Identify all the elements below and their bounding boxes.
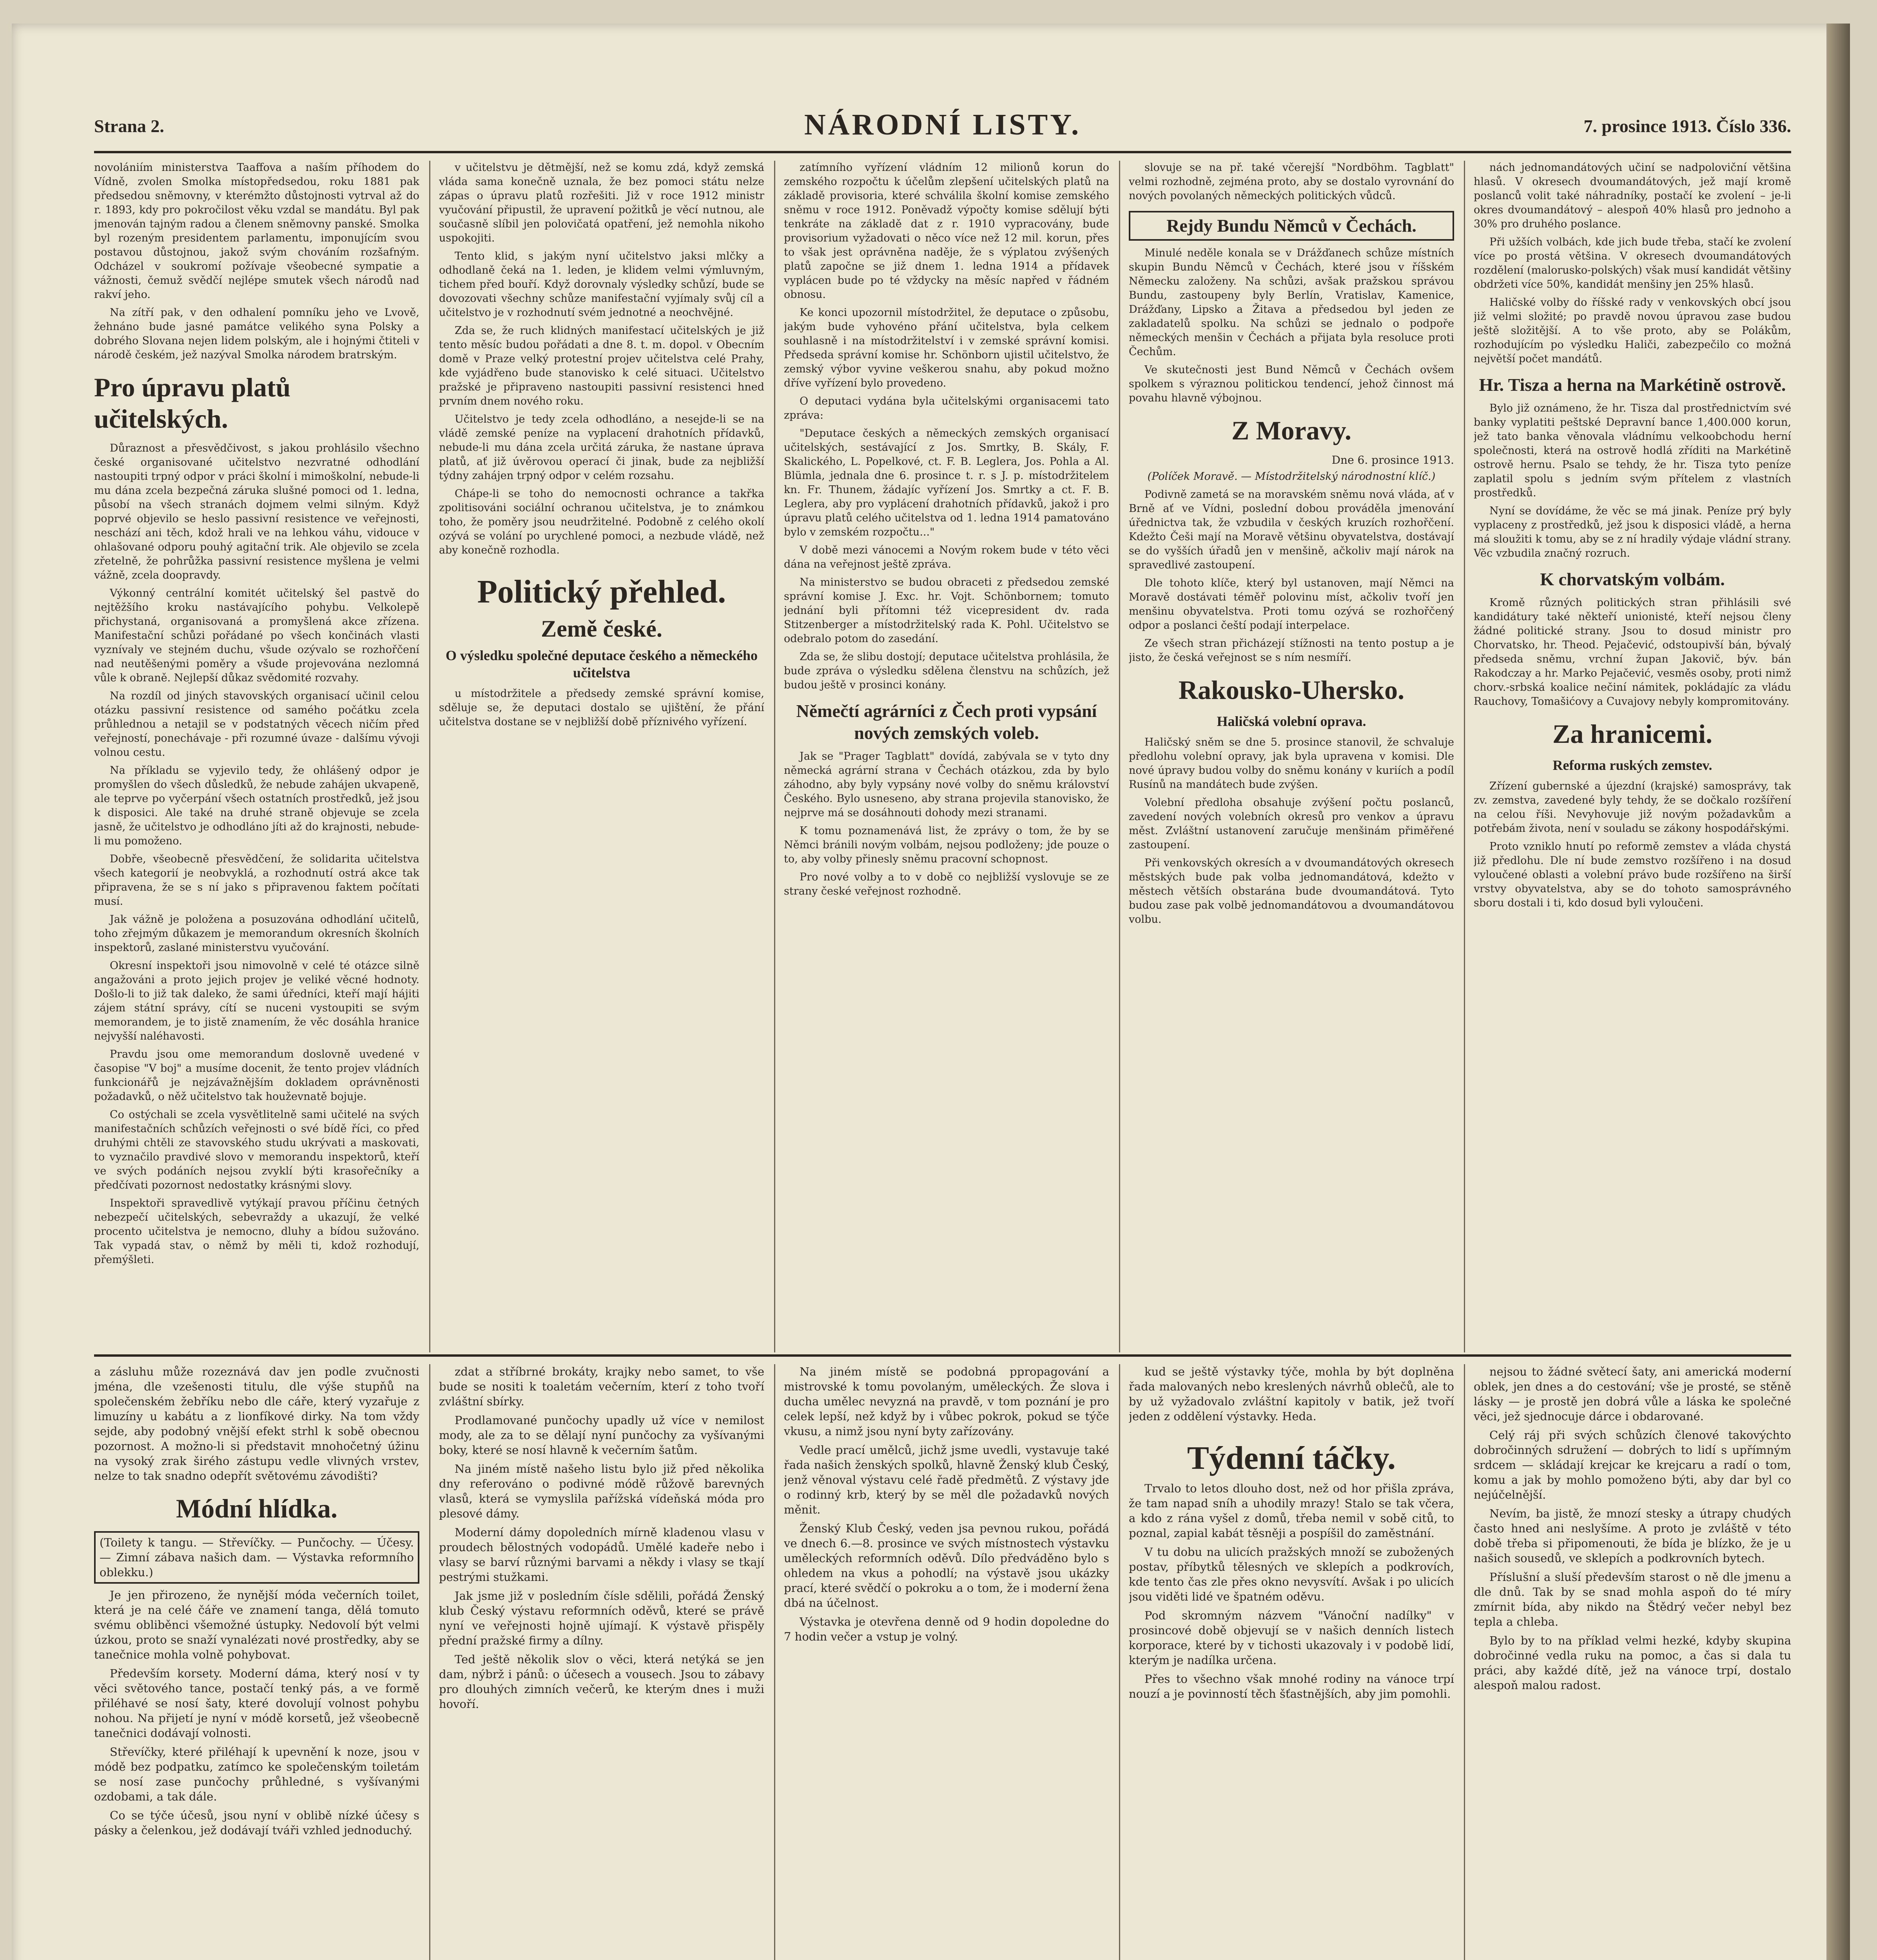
article-paragraph: Vedle prací umělců, jichž jsme uvedli, vystavuje také řada našich ženských spolků, hlavně Ženský klub Český, jenž věnoval výstavu celé řadě předmětů. Z výstavy jde o rodinný krb, který by se měl dle požadavků nových měnit. [784, 1443, 1109, 1516]
article-paragraph: Na ministerstvo se budou obraceti z předsedou zemské správní komise J. Exc. hr. Vojt. Schönbornem; tomuto jednání byli přítomni též vicepresident dv. rada Stitzenberger a místodržitelský rada K. Pohl. Učitelstvo se odebralo potom do zasedání. [784, 576, 1109, 645]
article-text: novolániím ministerstva Taaffova a naším příhodem do Vídně, zvolen Smolka místopředsedou, roku 1881 pak předsedou sněmovny, v kterémžto důstojnosti vytrval až do r. 1893, kdy pro pokročilost věku vzdal se mandátu. Byl pak jmenován tajným radou a členem sněmovny panské. Smolka byl rozeným presidentem parlamentu, imponujícím svou postavou důstojnou, jakož svým chováním rozšafným. Odcházel v soukromí požívaje všeobecné sympatie a vážnosti, čemuž svědčí nejlépe smutek všech národů nad rakví jeho. [94, 162, 419, 301]
column-rule [1464, 161, 1465, 1352]
bottom-column-5 [1474, 1364, 1791, 1960]
article-paragraph: slovuje se na př. také včerejší "Nordböhm. Tagblatt" velmi rozhodně, zejména proto, aby se dostalo vyrovnání do nových povolaných německých politických vůdců. [1129, 162, 1454, 202]
article-paragraph: zatímního vyřízení vládním 12 milionů korun do zemského rozpočtu k účelům zlepšení učitelských platů na základě provisoria, které schválila školní komise zemského sněmu v roce 1912. Poněvadž výpočty komise sdělují býti tenkráte na základě dat z r. 1910 vypracovány, bude provisorium vyžadovati o něco více než 12 mil. korun, přes to však jest oprávněna naděje, že s výplatou zvýšených platů započne se již dnem 1. ledna 1914 a přídavek vyplácen bude po té vždycky na měsíc napřed v řádném obnosu. [784, 162, 1109, 301]
article-paragraph: zdat a stříbrné brokáty, krajky nebo samet, to vše bude se nositi k toaletám večerním, kterí z toho tvoří zvláštní sbírky. [439, 1365, 764, 1408]
article-paragraph: Na jiném místě se podobná ppropagování a mistrovské k tomu povolaným, uměleckých. Že slova i ducha umělec nevyzná na pravdě, v tom poznání je pro celek lepší, než když by i vůbec pokrok, pokud se týče vkusu, a nimž jsou nyní byty zařízovány. [784, 1365, 1109, 1438]
article-paragraph: Co se týče účesů, jsou nyní v oblibě nízké účesy s pásky a čelenkou, jež dodávají tváři vzhled jednoduchý. [94, 1809, 419, 1837]
article-heading: Hr. Tisza a herna na Markétině ostrově. [1479, 375, 1786, 395]
article-subnote: (Toilety k tangu. — Střevíčky. — Punčochy. — Účesy. — Zimní zábava našich dam. — Výstavka reformního oblekku.) [94, 1531, 419, 1584]
article-body [1129, 161, 1454, 203]
article-paragraph: Volební předloha obsahuje zvýšení počtu poslanců, zavedení nových volebních okresů pro venkov a úpravu měst. Zvláštní ustanovení zaručuje menšinám přiměřené zastoupení. [1129, 797, 1454, 851]
article-paragraph: Dobře, všeobecně přesvědčení, že solidarita učitelstva všech kategorií je neobvyklá, a rozhodnutí ostrá akce tak připravena, že se s ní jako s připravenou faktem počítati musí. [94, 853, 419, 907]
article-body [1129, 246, 1454, 405]
article-paragraph: Haličské volby do říšské rady v venkovských obcí jsou již velmi složité; po pravdě novou úpravou zase budou ještě složitější. A to vše proto, aby se Polákům, rozhodujícím po výsledku Haliči, zabezpečilo co možná největší počet mandátů. [1474, 296, 1791, 365]
article-paragraph: Na rozdíl od jiných stavovských organisací učinil celou otázku passivní resistence od samého počátku zcela průhlednou a netajil se v podstatných věcech ničím před veřejností, ponechávaje - při rozumné úvaze - dalšímu vývoji volnou cestu. [94, 690, 419, 759]
issue-date-number: 7. prosince 1913. Číslo 336. [1583, 116, 1791, 136]
article-text: u místodržitele a předsedy zemské správní komise, sděluje se, že deputaci dostalo se ujištění, že přání učitelstva dostane se v nejbližší době příznivého vyřízení. [439, 688, 764, 728]
article-body [439, 161, 764, 557]
article-paragraph: Prodlamované punčochy upadly už více v nemilost mody, ale za to se dělají nyní punčochy za vyšívanými boky, které se nosí hlavně k večerním šatům. [439, 1414, 764, 1457]
column-rule [1119, 161, 1120, 1352]
article-heading: Haličská volební oprava. [1217, 713, 1366, 729]
article-paragraph: Příslušní a sluší především starost o ně dle jmenu a dle dnů. Tak by se snad mohla aspoň do té míry zmírnit bída, aby nikdo na Štědrý večer nebyl bez tepla a chleba. [1474, 1570, 1791, 1628]
article-paragraph: nejsou to žádné světecí šaty, ani americká moderní oblek, jen dnes a do cestování; vše je prosté, se stěně lásky — je prostě jen dobrá vůle a láska ke společné věci, jež sjednocuje dárce i obdarované. [1474, 1365, 1791, 1423]
article-paragraph: Inspektoři spravedlivě vytýkají pravou příčinu četných nebezpečí učitelských, sebevraždy a ukazují, že velké procento učitelstva je nemocno, dluhy a bídou sužováno. Tak vypadá stav, o němž by měli ti, kdož rozhodují, přemýšleti. [94, 1197, 419, 1266]
column-rule [774, 161, 775, 1352]
newspaper-page [12, 24, 1850, 1960]
article-paragraph: Haličský sněm se dne 5. prosince stanovil, že schvaluje předlohu volební opravy, jak byla upravena v komisi. Dle nové úpravy budou volby do sněmu konány v kuriích a podíl Rusínů na mandátech bude zvýšen. [1129, 736, 1454, 791]
section-heading: Rakousko-Uhersko. [1178, 675, 1405, 705]
article-body [784, 161, 1109, 692]
article-body [439, 1364, 764, 1711]
article-paragraph: Celý ráj při svých schůzích členové takovýchto dobročinných sdružení — dobrých to lidí s upřímným srdcem — skládají krejcar ke krejcaru a radí o tom, komu a jak by mohlo pomoženo býti, aby dar byl co nejúčelnější. [1474, 1428, 1791, 1501]
feuilleton-divider [94, 1354, 1791, 1357]
article-heading: Pro úpravu platů učitelských. [94, 372, 291, 434]
article-body [1129, 1364, 1454, 1424]
article-paragraph: Proto vzniklo hnutí po reformě zemstev a vláda chystá již předlohu. Dle ní bude zemstvo rozšířeno i na dosud vyloučené oblasti a volební právo bude rozšířeno na širší vrstvy obyvatelstva, aby se do tohoto samosprávného sboru dostali i ti, kdo dosud byli vyloučeni. [1474, 840, 1791, 909]
article-body [784, 750, 1109, 898]
article-paragraph: Chápe-li se toho do nemocnosti ochrance a takřka zpolitisováni sociální ochranou učitelstva, je to známkou toho, že poměry jsou neudržitelné. Podobně z celého okolí ozývá se volání po urychlené pomoci, a nezbude vládě, než aby konečně rozhodla. [439, 488, 764, 556]
article-paragraph: Minulé neděle konala se v Drážďanech schůze místních skupin Bundu Němců v Čechách, které jsou v říšském Německu založeny. Na schůzi, avšak pražskou správou Bundu, zastoupeny byly Berlín, Vratislav, Kamenice, Drážďany, Lipsko a Žitava a předsedou byl jeden ze zakladatelů spolku. Na schůzi se jednalo o podpoře německých menšin v Čechách a přijata byla resoluce proti Čechům. [1129, 247, 1454, 358]
article-paragraph: O deputaci vydána byla učitelskými organisacemi tato zpráva: [784, 395, 1109, 421]
bottom-column-2 [439, 1364, 764, 1960]
article-heading: K chorvatským volbám. [1540, 569, 1725, 589]
article-paragraph: Nevím, ba jistě, že mnozí stesky a útrapy chudých často hned ani neslyšíme. A proto je zvláště v této době třeba si připomenouti, že bída je blízko, že je u našich sousedů, ve sklepích a podkrovních bytech. [1474, 1507, 1791, 1565]
page-number-label: Strana 2. [94, 116, 164, 136]
article-paragraph: Ted ještě několik slov o věci, která netýká se jen dam, nýbrž i pánů: o účesech a vousech. Jsou to zábavy pro dlouhých zimních večerů, ke kterým dnes i muži hovoří. [439, 1653, 764, 1711]
top-column-3 [784, 161, 1109, 1352]
article-body [94, 1588, 419, 1838]
column-rule [1464, 1364, 1465, 1960]
article-heading: O výsledku společné deputace českého a německého učitelstva [446, 648, 758, 681]
article-paragraph: Ženský Klub Český, veden jsa pevnou rukou, pořádá ve dnech 6.—8. prosince ve svých místnostech výstavku uměleckých reformních oděvů. Dílo předváděno bylo s ohledem na vkus a pohodlí; na výstavě jsou ukázky prací, které svědčí o pokroku a o tom, že i moderní žena dbá na účelnost. [784, 1522, 1109, 1610]
article-heading: Reforma ruských zemstev. [1552, 757, 1712, 773]
article-paragraph: Výstavka je otevřena denně od 9 hodin dopoledne do 7 hodin večer a vstup je volný. [784, 1615, 1109, 1643]
article-body [1129, 735, 1454, 927]
article-paragraph: Nyní se dovídáme, že věc se má jinak. Peníze prý byly vyplaceny z prostředků, jež jsou k disposici vládě, a herna má sloužiti k tomu, aby se z ní hradily výdaje vládní strany. Věc vzbudila značný rozruch. [1474, 505, 1791, 559]
article-paragraph: Zda se, že slibu dostojí; deputace učitelstva prohlásila, že bude zpráva o výsledku sdělena členstvu na schůzích, jež budou ještě v prosinci konány. [784, 651, 1109, 691]
article-paragraph: Na jiném místě našeho listu bylo již před několika dny referováno o podivné módě růžově barevných vlasů, která se vymyslila pařížská vídeňská móda pro plesové dámy. [439, 1462, 764, 1520]
article-body [1129, 1481, 1454, 1701]
article-text: Na zítří pak, v den odhalení pomníku jeho ve Lvově, žehnáno bude jasné památce velikého syna Polsky a dobrého Slovana nejen lidem polským, ale i hojnými čtiteli v národě českém, jež nazýval Smolka národem bratrským. [94, 307, 419, 361]
article-paragraph: Jak vážně je položena a posuzována odhodlání učitelů, toho zřejmým důkazem je memorandum okresních školních inspektorů, zaslané ministerstvu vyučování. [94, 913, 419, 954]
top-column-2 [439, 161, 764, 1352]
article-paragraph: Výkonný centrální komitét učitelský šel pastvě do nejtěžšího kroku nastávajícího pohybu. Velkolepě přichystaná, organisovaná a promyšlená akce zřízena. Manifestační schůzi pořádané po všech končinách vlasti vyznívaly ve stejném duchu, všude ozývalo se rozhořčení nad neutěšenými poměry a všude projevována nezlomná vůle k obraně. Nejlepší důkaz svědomité rozvahy. [94, 587, 419, 684]
bottom-column-1 [94, 1364, 419, 1960]
article-paragraph: Zřízení gubernské a újezdní (krajské) samosprávy, tak zv. zemstva, zavedené byly tehdy, že se dočkalo rozšíření na celou říši. Nevyhovuje již novým požadavkům a potřebám života, není v souladu se zákony hospodářskými. [1474, 780, 1791, 835]
page-binding-edge [1826, 24, 1850, 1960]
article-paragraph: Podivně zametá se na moravském sněmu nová vláda, ať v Brně ať ve Vídni, poslední dobou prováděla jmenování úřednictva tak, že vzbudila v českých kruzích rozhořčení. Kdežto Češi mají na Moravě většinu obyvatelstva, dostávají se do vyšších úřadů jen v menšině, ačkoliv mají nárok na spravedlivé zastoupení. [1129, 488, 1454, 571]
article-paragraph: Jak se "Prager Tagblatt" dovídá, zabývala se v tyto dny německá agrární strana v Čechách otázkou, zda by bylo záhodno, aby byly vypsány nové volby do sněmu království Českého. Bylo usneseno, aby strana projevila stanovisko, že nejprve má se dosáhnouti dohody mezi stranami. [784, 750, 1109, 819]
article-paragraph: K tomu poznamenává list, že zprávy o tom, že by se Němci bránili novým volbám, nejsou podloženy; jde pouze o to, aby volby přinesly sněmu pracovní schopnost. [784, 825, 1109, 865]
article-paragraph: V době mezi vánocemi a Novým rokem bude v této věci dána na veřejnost ještě zpráva. [784, 544, 1109, 570]
article-paragraph: Na příkladu se vyjevilo tedy, že ohlášený odpor je promyšlen do všech důsledků, že nebude zahájen ukvapeně, ale teprve po vyčerpání všech ostatních prostředků, jež jsou k disposici. Ale také na druhé straně objevuje se zcela jasně, že učitelstvo je odhodláno jíti až do krajnosti, nebude-li mu pomoženo. [94, 764, 419, 847]
article-paragraph: Trvalo to letos dlouho dost, než od hor přišla zpráva, že tam napad sníh a uhodily mrazy! Stalo se tak včera, a kdo z rána vyšel z domů, třeba nemil v sobě citů, to poznal, zapial kabát těsněji a pospíšil do zaměstnání. [1129, 1482, 1454, 1540]
article-subnote: (Políček Moravě. — Místodržitelský národnostní klíč.) [1147, 470, 1436, 483]
article-paragraph: Především korsety. Moderní dáma, který nosí v ty věci světového tance, postačí tenký pás, a ve formě přiléhavé se nosí šaty, které dovolují volnost pohybu nohou. Na přijetí je nyní v módě korsetů, jež všeobecně tanečnici dodávají volnosti. [94, 1667, 419, 1740]
article-heading: Rejdy Bundu Němců v Čechách. [1129, 211, 1454, 241]
article-paragraph: Moderní dámy dopoledních mírně kladenou vlasu v proudech bělostných vodopádů. Umělé kadeře nebo i vlasy se barví různými barvami a někdy i vlasy se tkají pestrými stužkami. [439, 1526, 764, 1584]
article-paragraph: Ze všech stran přicházejí stížnosti na tento postup a je jisto, že česká veřejnost se s ním nesmíří. [1129, 637, 1454, 664]
top-section [94, 161, 1791, 1352]
article-paragraph: Střevíčky, které přiléhají k upevnění k noze, jsou v módě bez podpatku, zatímco ke společenským toiletám se nosí zase punčochy průhledné, s vyšívanými ozdobami, a tak dále. [94, 1745, 419, 1803]
bottom-column-4 [1129, 1364, 1454, 1960]
dateline: Dne 6. prosince 1913. [1331, 454, 1454, 466]
article-body [1474, 161, 1791, 366]
article-paragraph: Kromě různých politických stran přihlásili své kandidátury také někteří unionisté, kteří nejsou členy žádné politické strany. Jsou to dosud ministr pro Chorvatsko, hr. Theod. Pejačević, odstoupivší bán, bývalý předseda sněmu, vrchní župan Jakovič, býv. bán Rakodczay a hr. Marko Pejačević, vesměs osoby, proti nimž chorv.-srbská koalice nečiní námitek, pokládajíc za vládu Rauchovy, Tomašićovy a Cuvajovy nebyly kompromitovány. [1474, 597, 1791, 708]
column-rule [1119, 1364, 1120, 1960]
article-body [1474, 1364, 1791, 1693]
article-paragraph: Ke konci upozornil místodržitel, že deputace o způsobu, jakým bude vyhovéno přání učitelstva, byla celkem souhlasně i na místodržitelství i v zemské správní komisi. Předseda správní komise hr. Schönborn ujistil učitelstvo, že zemský výbor vyvine veškerou snahu, aby pokud možno dříve vyřízení bylo provedeno. [784, 307, 1109, 389]
article-heading: Týdenní táčky. [1187, 1440, 1396, 1476]
article-heading: Němečtí agrárníci z Čech proti vypsání nových zemských voleb. [796, 701, 1097, 743]
article-paragraph: Pod skromným názvem "Vánoční nadílky" v prosincové době objevují se v našich denních listech korporace, které by v tichosti ukazovaly i v podobě lidí, kterým je nadílka určena. [1129, 1609, 1454, 1667]
article-paragraph: Pro nové volby a to v době co nejbližší vyslovuje se ze strany české veřejnost rozhodně. [784, 871, 1109, 897]
article-body [94, 441, 419, 1267]
column-rule [429, 1364, 430, 1960]
article-paragraph: Bylo již oznámeno, že hr. Tisza dal prostřednictvím své banky vyplatiti peštské Depravní bance 1,400.000 korun, jež tato banka věnovala vládnímu velkoobchodu herní společnosti, která na ostrově hodlá zříditi na Markétině ostrově hernu. Psalo se tehdy, že hr. Tisza tyto peníze zaplatil spolu s jedním svým přítelem z vlastních prostředků. [1474, 402, 1791, 499]
page-header [94, 108, 1791, 153]
article-text: a zásluhu může rozeznává dav jen podle zvučnosti jména, dle vzešenosti titulu, dle výše stupňů na společenském žebříku nebo dle cáře, který vyzařuje z limuzíny u kabátu a z lionfíkové dirky. Na tom vždy sejde, aby podobný vnější efekt strhl k sobě obecnou pozornost. A možno-li si představit mnohočetný úžinu na vysoký zrak širého zástupu vedle vlivných vrstev, nelze to tak snadno odepřít světovému závodišti? [94, 1365, 419, 1483]
article-paragraph: kud se ještě výstavky týče, mohla by být doplněna řada malovaných nebo kreslených návrhů oblečů, ale to by už vyžadovalo zvláštní kapitoly v batik, jež tvoří jeden z oddělení výstavky. Heda. [1129, 1365, 1454, 1423]
subsection-heading: Země české. [541, 616, 662, 642]
article-body [1474, 779, 1791, 910]
article-body [784, 1364, 1109, 1644]
article-paragraph: Při venkovských okresích a v dvoumandátových okresech městských bude pak volba jednomandátová, kdežto v městech větších obstarána bude dvoumandátová. Tyto budou zase pak volbě jednomandátovou a dvoumandátovou volbu. [1129, 857, 1454, 926]
article-paragraph: Ve skutečnosti jest Bund Němců v Čechách ovšem spolkem s výraznou politickou tendencí, jehož činnost má povahu hlavně výbojnou. [1129, 364, 1454, 404]
article-paragraph: Je jen přirozeno, že nynější móda večerních toilet, která je na celé čáře ve znamení tanga, dělá tomuto svému obliběnci všemožné ústupky. Nedovolí být velmi úzkou, proto se snaží vynalézati nové prostředky, aby se tanečnice mohla volně pohybovat. [94, 1588, 419, 1661]
section-heading: Za hranicemi. [1552, 719, 1712, 749]
article-paragraph: Při užších volbách, kde jich bude třeba, stačí ke zvolení více po prostá většina. V okresech dvoumandátových rozdělení (malorusko-polských) však musí kandidát většiny obdržeti více 50%, kandidát menšiny jen 25% hlasů. [1474, 236, 1791, 290]
article-paragraph: Okresní inspektoři jsou nimovolně v celé té otázce silně angažováni a proto jejich projev je veliké věcné hodnoty. Došlo-li to již tak daleko, že sami úředníci, kteří mají hájiti zájem státní správy, cítí se nuceni vystoupiti se svým memorandem, je to jistě znamením, že věc dosáhla hranice nejvyšší naléhavosti. [94, 960, 419, 1042]
article-paragraph: Důraznost a přesvědčivost, s jakou prohlásilo všechno české organisované učitelstvo nezvratné odhodlání nastoupiti trpný odpor v práci školní i mimoškolní, nebude-li mu dána zcela bezpečná záruka slušné pomoci od 1. ledna, působí na všech stranách dojmem velmi silným. Když poprvé objevilo se heslo passivní resistence ve veřejnosti, neschází ani těch, kdož hrali ve na lehkou váhu, vidouce v ohlašované odporu pouhý agitační trik. Ale objevilo se zcela zřetelně, že pohrůžka passivní resistence myšlena je velmi vážně, zcela doopravdy. [94, 442, 419, 581]
article-paragraph: nách jednomandátových učiní se nadpoloviční většina hlasů. V okresech dvoumandátových, jež mají kromě poslanců volit také náhradníky, postačí ke zvolení – je-li okres dvoumandátový – alespoň 40% hlasů pro jednoho a 30% pro druhého poslance. [1474, 162, 1791, 230]
article-paragraph: Zda se, že ruch klidných manifestací učitelských je již tento měsíc budou pořádati a dne 8. t. m. dopol. v Obecním domě v Praze velký protestní projev učitelstva celé Prahy, kde vyjádřeno bude stanovisko k celé situaci. Učitelstvo pražské je připraveno nastoupiti passivní resistenci hned prvním dnem nového roku. [439, 325, 764, 407]
article-paragraph: Jak jsme již v posledním čísle sdělili, pořádá Ženský klub Český výstavu reformních oděvů, které se právě nyní ve veřejnosti hojně ujímají. K výstavě přispěly přední pražské firmy a dílny. [439, 1589, 764, 1647]
article-heading: Módní hlídka. [176, 1494, 337, 1523]
column-rule [774, 1364, 775, 1960]
top-column-1 [94, 161, 419, 1352]
article-body [1474, 401, 1791, 561]
article-body [1129, 488, 1454, 665]
article-paragraph: Co ostýchali se zcela vysvětlitelně sami učitelé na svých manifestačních schůzích veřejnosti o své bídě říci, co před druhými chtěli ze stavovského studu ukrývati a maskovati, to vyznačilo pravdivé slovo v memorandu inspektorů, kteří ve svých podáních nejsou zvyklí býti krasořečníky a předčívati pozornost nedostatky krásnými slovy. [94, 1109, 419, 1191]
masthead-title: NÁRODNÍ LISTY. [804, 108, 1081, 141]
article-paragraph: Dle tohoto klíče, který byl ustanoven, mají Němci na Moravě dostávati téměř polovinu míst, ačkoliv tvoří jen menšinu obyvatelstva. Proti tomu ozývá se rozhořčený odpor a poslanci čeští podají interpelace. [1129, 577, 1454, 632]
bottom-column-3 [784, 1364, 1109, 1960]
article-paragraph: "Deputace českých a německých zemských organisací učitelských, sestávající z Jos. Smrtky, B. Skály, F. Skalického, L. Popelkové, ct. F. B. Leglera, Jos. Pohla a Al. Blümla, jednala dne 6. prosince t. r. s J. p. místodržitelem kn. Fr. Thunem, žádajíc vyřízení Jos. Smrtky a ct. F. B. Leglera, aby pro vyplácení drahotních přídavků, jakož i pro úpravu platů celého učitelstva od 1. ledna 1914 pamatováno bylo v zemském rozpočtu..." [784, 427, 1109, 538]
top-column-4 [1129, 161, 1454, 1352]
article-paragraph: Učitelstvo je tedy zcela odhodláno, a nesejde-li se na vládě zemské peníze na vyplacení drahotních přídavků, nebude-li mu dána zcela určitá záruka, že nastane úprava platů, ať již úvěrovou operací či jinak, bude za nejbližší týdny zahájen trpný odpor v celém rozsahu. [439, 413, 764, 482]
bottom-section [94, 1364, 1791, 1960]
article-paragraph: V tu dobu na ulicích pražských množí se zubožených postav, příbytků tělesných ve sklepích a podkrovích, kde tento čas zle přes okno nevysvítí. Avšak i po ulicích jsou viděti lidé ve špatném oděvu. [1129, 1545, 1454, 1603]
section-heading-political-overview: Politický přehled. [477, 573, 726, 610]
article-paragraph: Pravdu jsou ome memorandum doslovně uvedené v časopise "V boj" a musíme docenit, že tento projev vládních funkcionářů je nejzávažnějším dokladem oprávněnosti požadavků, o něž učitelstvo tak houževnatě bojuje. [94, 1048, 419, 1103]
article-paragraph: Přes to všechno však mnohé rodiny na vánoce trpí nouzí a je povinností těch šťastnějších, aby jim pomohli. [1129, 1672, 1454, 1700]
article-heading: Z Moravy. [1231, 416, 1351, 445]
article-paragraph: Tento klid, s jakým nyní učitelstvo jaksi mlčky a odhodlaně čeká na 1. leden, je klidem velmi výmluvným, tichem před bouří. Když dorovnaly výsledky schůzí, bude se dovozovati všechny schůze manifestační vyjímaly svůj cíl a učitelstvo je v rozhodnutí svém jednotné a neochvějné. [439, 250, 764, 319]
article-body [1474, 596, 1791, 709]
top-column-5 [1474, 161, 1791, 1352]
article-paragraph: Bylo by to na příklad velmi hezké, kdyby skupina dobročinné vedla ruku na pomoc, a čas si dala tu práci, aby každé dítě, jež na vánoce trpí, dostalo alespoň malou radost. [1474, 1634, 1791, 1692]
column-rule [429, 161, 430, 1352]
article-paragraph: v učitelstvu je dětmější, než se komu zdá, když zemská vláda sama konečně uznala, že bez pomoci státu nelze zápas o úpravu platů rozřešiti. Již v roce 1912 ministr vyučování připustil, že upravení požitků je věcí nutnou, ale současně slíbil jen polovičatá opatření, jež nemohla nikoho uspokojiti. [439, 162, 764, 244]
